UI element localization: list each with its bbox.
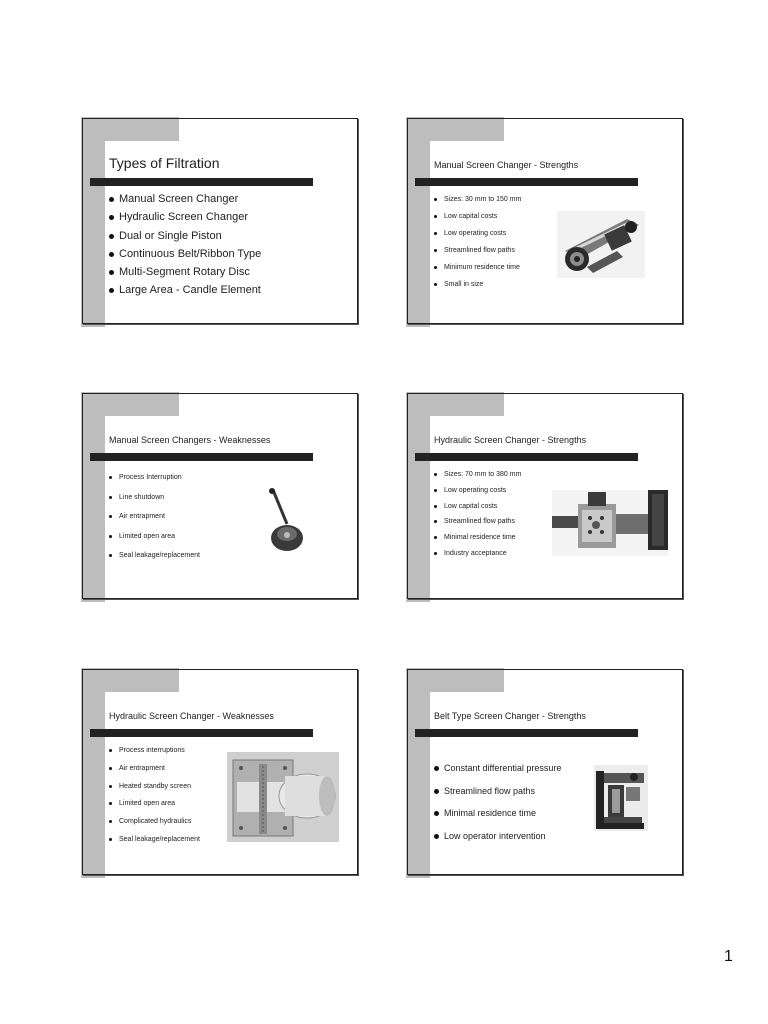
list-item: Sizes: 70 mm to 380 mm bbox=[434, 470, 521, 486]
slide-title: Manual Screen Changer - Strengths bbox=[434, 160, 579, 170]
bullet-icon bbox=[109, 270, 114, 275]
hydraulic-cutaway-photo bbox=[227, 752, 339, 842]
list-item: Manual Screen Changer bbox=[109, 193, 261, 211]
bullet-icon bbox=[434, 520, 437, 523]
list-item: Small in size bbox=[434, 280, 521, 297]
list-item: Continuous Belt/Ribbon Type bbox=[109, 248, 261, 266]
list-item: Low operating costs bbox=[434, 229, 521, 246]
bullet-icon bbox=[434, 789, 439, 794]
bullet-icon bbox=[434, 249, 437, 252]
bullet-icon bbox=[434, 811, 439, 816]
bullet-icon bbox=[434, 232, 437, 235]
bullet-icon bbox=[109, 496, 112, 499]
list-item: Heated standby screen bbox=[109, 782, 200, 800]
bullet-icon bbox=[434, 283, 437, 286]
list-item: Process interruptions bbox=[109, 746, 200, 764]
hydraulic-changer-photo bbox=[552, 490, 668, 556]
bullet-icon bbox=[109, 215, 114, 220]
bullet-list bbox=[109, 746, 200, 853]
list-item: Seal leakage/replacement bbox=[109, 835, 200, 853]
bullet-icon bbox=[109, 785, 112, 788]
page-number: 1 bbox=[724, 948, 733, 965]
bullet-icon bbox=[109, 749, 112, 752]
manual-changer-photo bbox=[265, 488, 305, 554]
list-item: Large Area - Candle Element bbox=[109, 284, 261, 302]
list-item: Multi-Segment Rotary Disc bbox=[109, 266, 261, 284]
list-item: Industry acceptance bbox=[434, 549, 521, 565]
slide-hydraulic-weaknesses bbox=[81, 668, 358, 874]
list-item: Dual or Single Piston bbox=[109, 230, 261, 248]
title-rule bbox=[90, 453, 313, 461]
slide-title: Manual Screen Changers - Weaknesses bbox=[109, 435, 271, 445]
bullet-icon bbox=[109, 515, 112, 518]
list-item: Minimal residence time bbox=[434, 808, 561, 831]
belt-changer-photo bbox=[594, 765, 648, 831]
bullet-icon bbox=[434, 834, 439, 839]
list-item: Low operator intervention bbox=[434, 831, 561, 854]
bullet-icon bbox=[434, 198, 437, 201]
title-rule bbox=[90, 178, 313, 186]
bullet-icon bbox=[434, 215, 437, 218]
bullet-list bbox=[434, 470, 521, 565]
bullet-icon bbox=[434, 489, 437, 492]
bullet-icon bbox=[109, 197, 114, 202]
title-rule bbox=[415, 453, 638, 461]
bullet-icon bbox=[109, 234, 114, 239]
list-item: Limited open area bbox=[109, 532, 200, 552]
slide-manual-weaknesses bbox=[81, 392, 358, 598]
bullet-icon bbox=[434, 473, 437, 476]
screen-changer-photo bbox=[557, 211, 645, 278]
list-item: Sizes: 30 mm to 150 mm bbox=[434, 195, 521, 212]
list-item: Streamlined flow paths bbox=[434, 246, 521, 263]
title-rule bbox=[90, 729, 313, 737]
slide-manual-strengths bbox=[406, 117, 683, 323]
bullet-icon bbox=[109, 554, 112, 557]
list-item: Streamlined flow paths bbox=[434, 517, 521, 533]
bullet-list bbox=[434, 195, 521, 297]
bullet-icon bbox=[434, 766, 439, 771]
slide-types-of-filtration bbox=[81, 117, 358, 323]
bullet-icon bbox=[434, 552, 437, 555]
bullet-icon bbox=[434, 536, 437, 539]
list-item: Process Interruption bbox=[109, 473, 200, 493]
bullet-icon bbox=[434, 266, 437, 269]
list-item: Constant differential pressure bbox=[434, 763, 561, 786]
bullet-icon bbox=[109, 802, 112, 805]
list-item: Limited open area bbox=[109, 799, 200, 817]
bullet-icon bbox=[109, 535, 112, 538]
slide-title: Hydraulic Screen Changer - Weaknesses bbox=[109, 711, 274, 721]
slide-hydraulic-strengths bbox=[406, 392, 683, 598]
bullet-icon bbox=[109, 767, 112, 770]
list-item: Low capital costs bbox=[434, 502, 521, 518]
list-item: Low operating costs bbox=[434, 486, 521, 502]
bullet-icon bbox=[434, 505, 437, 508]
bullet-icon bbox=[109, 820, 112, 823]
bullet-icon bbox=[109, 838, 112, 841]
bullet-list bbox=[109, 473, 200, 571]
slide-belt-strengths bbox=[406, 668, 683, 874]
slide-title: Types of Filtration bbox=[109, 155, 220, 171]
list-item: Air entrapment bbox=[109, 512, 200, 532]
list-item: Hydraulic Screen Changer bbox=[109, 211, 261, 229]
bullet-icon bbox=[109, 288, 114, 293]
bullet-list bbox=[434, 763, 561, 853]
list-item: Streamlined flow paths bbox=[434, 786, 561, 809]
list-item: Low capital costs bbox=[434, 212, 521, 229]
slide-title: Belt Type Screen Changer - Strengths bbox=[434, 711, 586, 721]
title-rule bbox=[415, 729, 638, 737]
title-rule bbox=[415, 178, 638, 186]
bullet-list bbox=[109, 193, 261, 303]
bullet-icon bbox=[109, 476, 112, 479]
bullet-icon bbox=[109, 252, 114, 257]
list-item: Minimal residence time bbox=[434, 533, 521, 549]
list-item: Complicated hydraulics bbox=[109, 817, 200, 835]
list-item: Air entrapment bbox=[109, 764, 200, 782]
list-item: Line shutdown bbox=[109, 493, 200, 513]
list-item: Seal leakage/replacement bbox=[109, 551, 200, 571]
slide-title: Hydraulic Screen Changer - Strengths bbox=[434, 435, 587, 445]
list-item: Minimum residence time bbox=[434, 263, 521, 280]
